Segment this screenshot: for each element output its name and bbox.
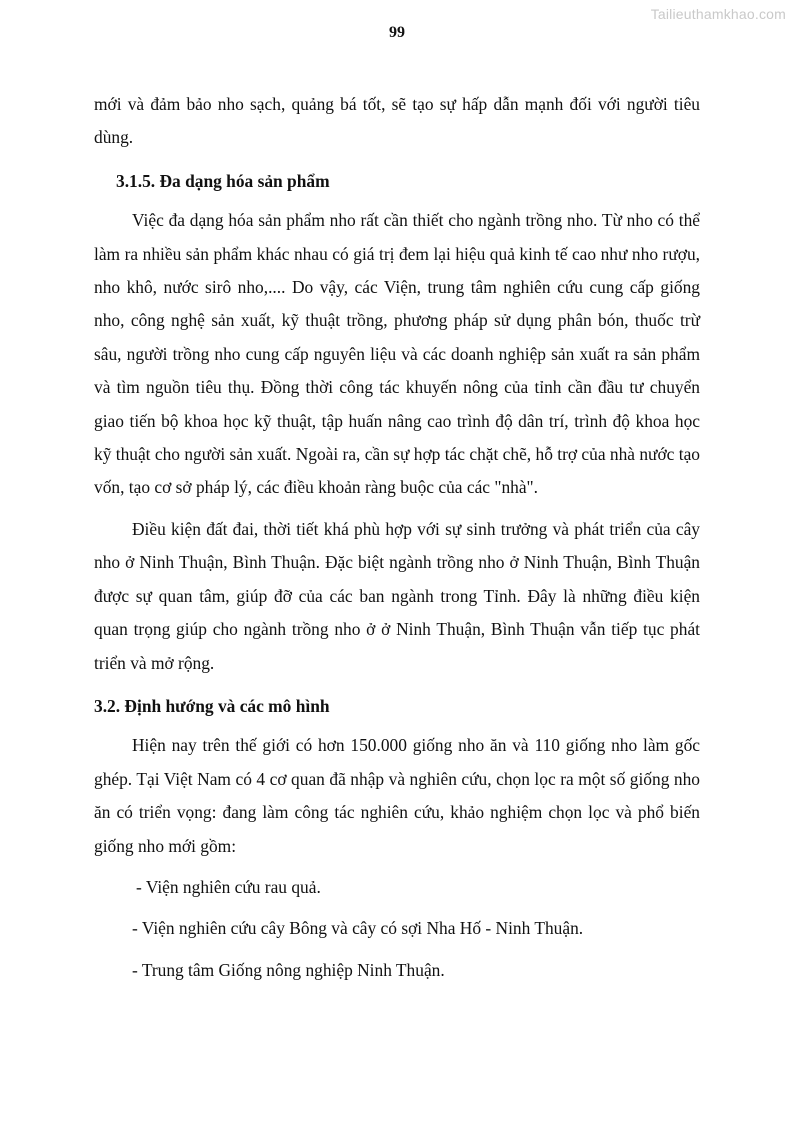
paragraph-varieties: Hiện nay trên thế giới có hơn 150.000 giống nho ăn và 110 giống nho làm gốc ghép. Tại Việt Nam có 4 cơ quan đã nhập và nghiên cứu, chọn lọc ra một số giống nho ăn có triển vọng: đang làm công tác nghiên cứu, khảo nghiệm chọn lọc và phổ biến giống nho mới gồm: (94, 735, 700, 856)
list-item: - Viện nghiên cứu rau quả. (136, 876, 321, 897)
paragraph-product-diversification: Việc đa dạng hóa sản phẩm nho rất cần thiết cho ngành trồng nho. Từ nho có thể làm ra nhiều sản phẩm khác nhau có giá trị đem lại hiệu quả kinh tế cao như nho rượu, nho khô, nước sirô nho,.... Do vậy, các Viện, trung tâm nghiên cứu cung cấp giống nho, công nghệ sản xuất, kỹ thuật trồng, phương pháp sử dụng phân bón, thuốc trừ sâu, người trồng nho cung cấp nguyên liệu và các doanh nghiệp sản xuất ra sản phẩm và tìm nguồn tiêu thụ. Đồng thời công tác khuyến nông của tỉnh cần đầu tư chuyển giao tiến bộ khoa học kỹ thuật, tập huấn nâng cao trình độ dân trí, trình độ khoa học kỹ thuật cho người sản xuất. Ngoài ra, cần sự hợp tác chặt chẽ, hỗ trợ của nhà nước tạo vốn, tạo cơ sở pháp lý, các điều khoản ràng buộc của các "nhà". (94, 210, 700, 498)
paragraph-conditions: Điều kiện đất đai, thời tiết khá phù hợp với sự sinh trưởng và phát triển của cây nho ở Ninh Thuận, Bình Thuận. Đặc biệt ngành trồng nho ở Ninh Thuận, Bình Thuận được sự quan tâm, giúp đỡ của các ban ngành trong Tỉnh. Đây là những điều kiện quan trọng giúp cho ngành trồng nho ở ở Ninh Thuận, Bình Thuận vẫn tiếp tục phát triển và mở rộng. (94, 518, 700, 673)
list-item: - Viện nghiên cứu cây Bông và cây có sợi Nha Hố - Ninh Thuận. (132, 918, 584, 939)
section-heading-3-2: 3.2. Định hướng và các mô hình (94, 695, 330, 716)
paragraph-continuation: mới và đảm bảo nho sạch, quảng bá tốt, sẽ tạo sự hấp dẫn mạnh đối với người tiêu dùng. (94, 94, 700, 148)
institution-list (94, 871, 700, 987)
watermark: Tailieuthamkhao.com (650, 6, 786, 22)
document-body (94, 88, 700, 995)
page-number: 99 (389, 24, 405, 41)
list-item: - Trung tâm Giống nông nghiệp Ninh Thuận. (132, 959, 445, 980)
section-heading-3-1-5: 3.1.5. Đa dạng hóa sản phẩm (116, 170, 330, 191)
